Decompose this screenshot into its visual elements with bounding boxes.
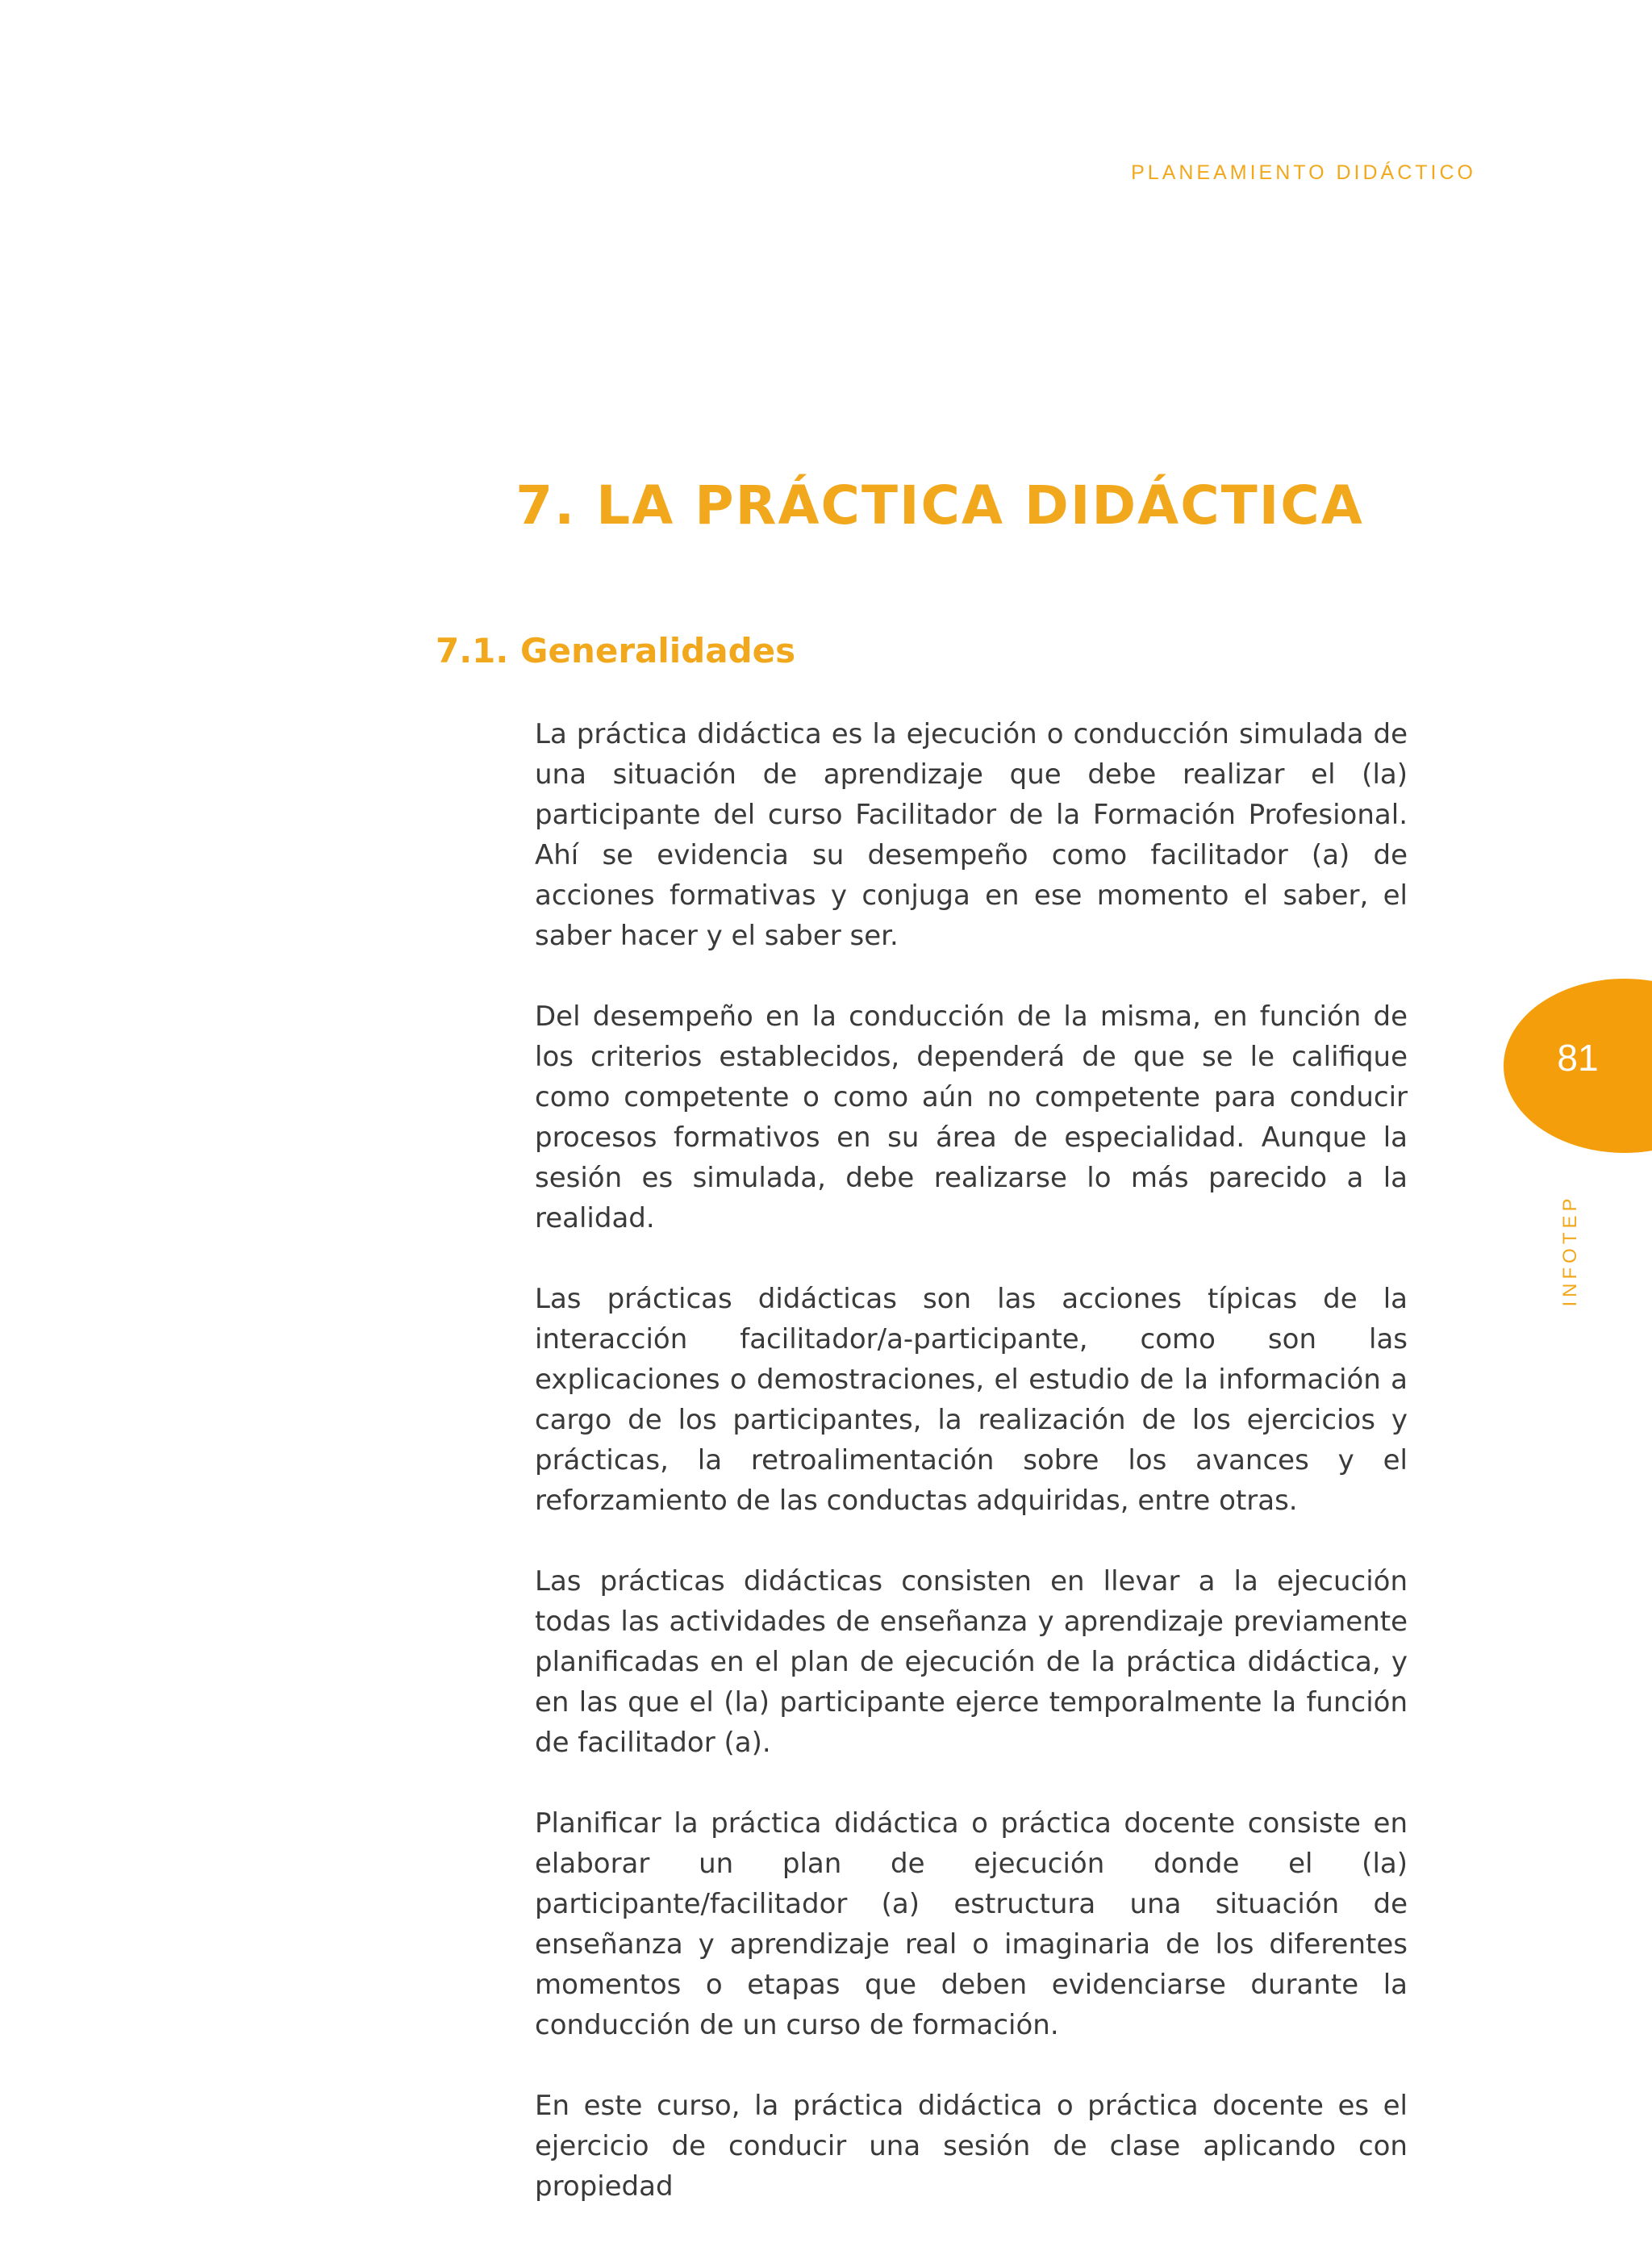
paragraph: Las prácticas didácticas consisten en llevar a la ejecución todas las actividades de enseñanza y aprendizaje previamente planificadas en el plan de ejecución de la práctica didáctica, y en las que el (la) participante ejerce temporalmente la función de facilitador (a).: [535, 1565, 1408, 1759]
paragraph: Las prácticas didácticas son las acciones típicas de la interacción facilitador/a-participante, como son las explicaciones o demostraciones, el estudio de la información a cargo de los participantes, la realización de los ejercicios y prácticas, la retroalimentación sobre los avances y el reforzamiento de las conductas adquiridas, entre otras.: [535, 1283, 1408, 1517]
paragraph: Planificar la práctica didáctica o práctica docente consiste en elaborar un plan de ejecución donde el (la) participante/facilitador (a) estructura una situación de enseñanza y aprendizaje real o imaginaria de los diferentes momentos o etapas que deben evidenciarse durante la conducción de un curso de formación.: [535, 1807, 1408, 2041]
page-number: 81: [1557, 1037, 1599, 1079]
running-header: PLANEAMIENTO DIDÁCTICO: [1131, 161, 1476, 184]
paragraph: La práctica didáctica es la ejecución o conducción simulada de una situación de aprendizaje que debe realizar el (la) participante del curso Facilitador de la Formación Profesional. Ahí se evidencia su desempeño como facilitador (a) de acciones formativas y conjuga en ese momento el saber, el saber hacer y el saber ser.: [535, 718, 1408, 952]
side-label-infotep: INFOTEP: [1559, 1194, 1581, 1307]
section-title: 7.1. Generalidades: [436, 631, 796, 670]
chapter-title: 7. LA PRÁCTICA DIDÁCTICA: [515, 474, 1364, 537]
paragraph: Del desempeño en la conducción de la misma, en función de los criterios establecidos, dependerá de que se le califique como competente o como aún no competente para conducir procesos formativos en su área de especialidad. Aunque la sesión es simulada, debe realizarse lo más parecido a la realidad.: [535, 1000, 1408, 1234]
body-text: [535, 714, 1408, 2247]
paragraph: En este curso, la práctica didáctica o práctica docente es el ejercicio de conducir una sesión de clase aplicando con propiedad: [535, 2090, 1408, 2203]
